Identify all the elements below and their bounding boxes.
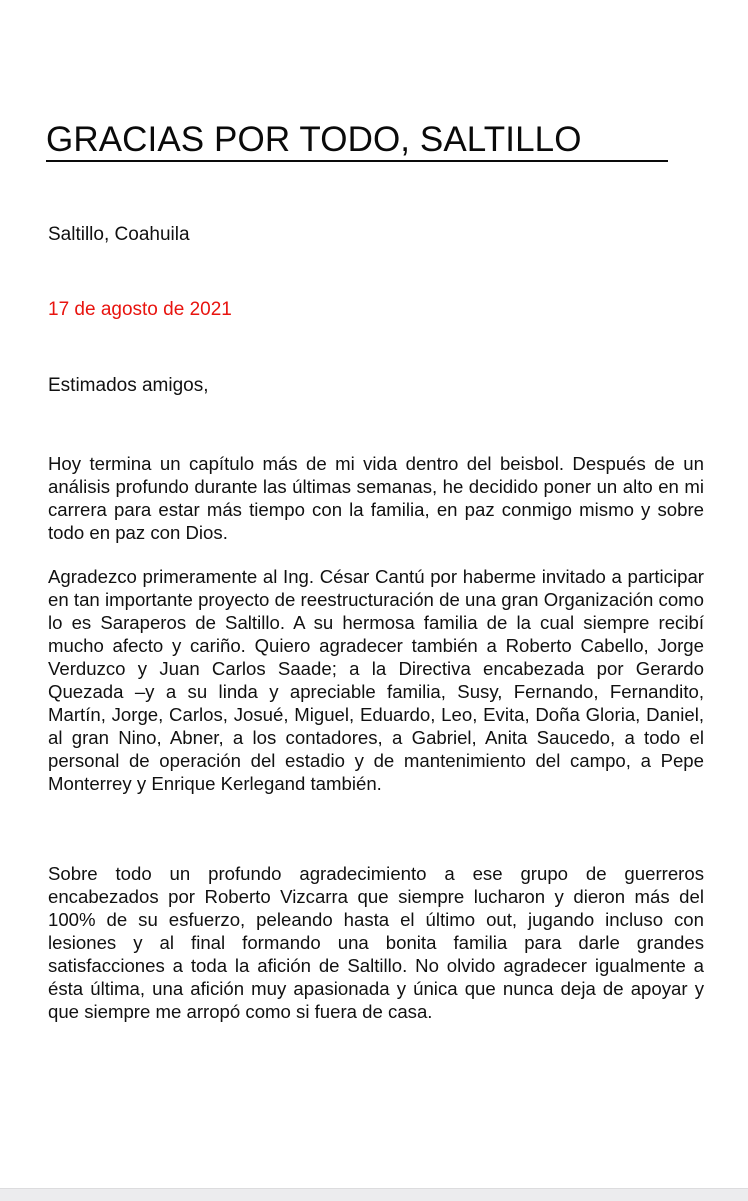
- letter-date: 17 de agosto de 2021: [48, 299, 232, 320]
- page-bottom-edge: [0, 1188, 748, 1201]
- paragraph-farewell: Hoy termina un capítulo más de mi vida dentro del beisbol. Después de un análisis profundo durante las últimas semanas, he decidido poner un alto en mi carrera para estar más tiempo con la familia, en paz conmigo mismo y sobre todo en paz con Dios.: [48, 453, 704, 543]
- letter-location: Saltillo, Coahuila: [48, 224, 190, 245]
- paragraph-team-thanks: Sobre todo un profundo agradecimiento a ese grupo de guerreros encabezados por Roberto Vizcarra que siempre lucharon y dieron más del 100% de su esfuerzo, peleando hasta el último out, jugando incluso con lesiones y al final formando una bonita familia para darle grandes satisfacciones a toda la afición de Saltillo. No olvido agradecer igualmente a ésta última, una afición muy apasionada y única que nunca deja de apoyar y que siempre me arropó como si fuera de casa.: [48, 863, 704, 1022]
- letter-greeting: Estimados amigos,: [48, 375, 209, 396]
- title-underline: [46, 160, 668, 162]
- paragraph-acknowledgements: Agradezco primeramente al Ing. César Cantú por haberme invitado a participar en tan importante proyecto de reestructuración de una gran Organización como lo es Saraperos de Saltillo. A su hermosa familia de la cual siempre recibí mucho afecto y cariño. Quiero agradecer también a Roberto Cabello, Jorge Verduzco y Juan Carlos Saade; a la Directiva encabezada por Gerardo Quezada –y a su linda y apreciable familia, Susy, Fernando, Fernandito, Martín, Jorge, Carlos, Josué, Miguel, Eduardo, Leo, Evita, Doña Gloria, Daniel, al gran Nino, Abner, a los contadores, a Gabriel, Anita Saucedo, a todo el personal de operación del estadio y de mantenimiento del campo, a Pepe Monterrey y Enrique Kerlegand también.: [48, 566, 704, 794]
- letter-title: GRACIAS POR TODO, SALTILLO: [46, 120, 582, 159]
